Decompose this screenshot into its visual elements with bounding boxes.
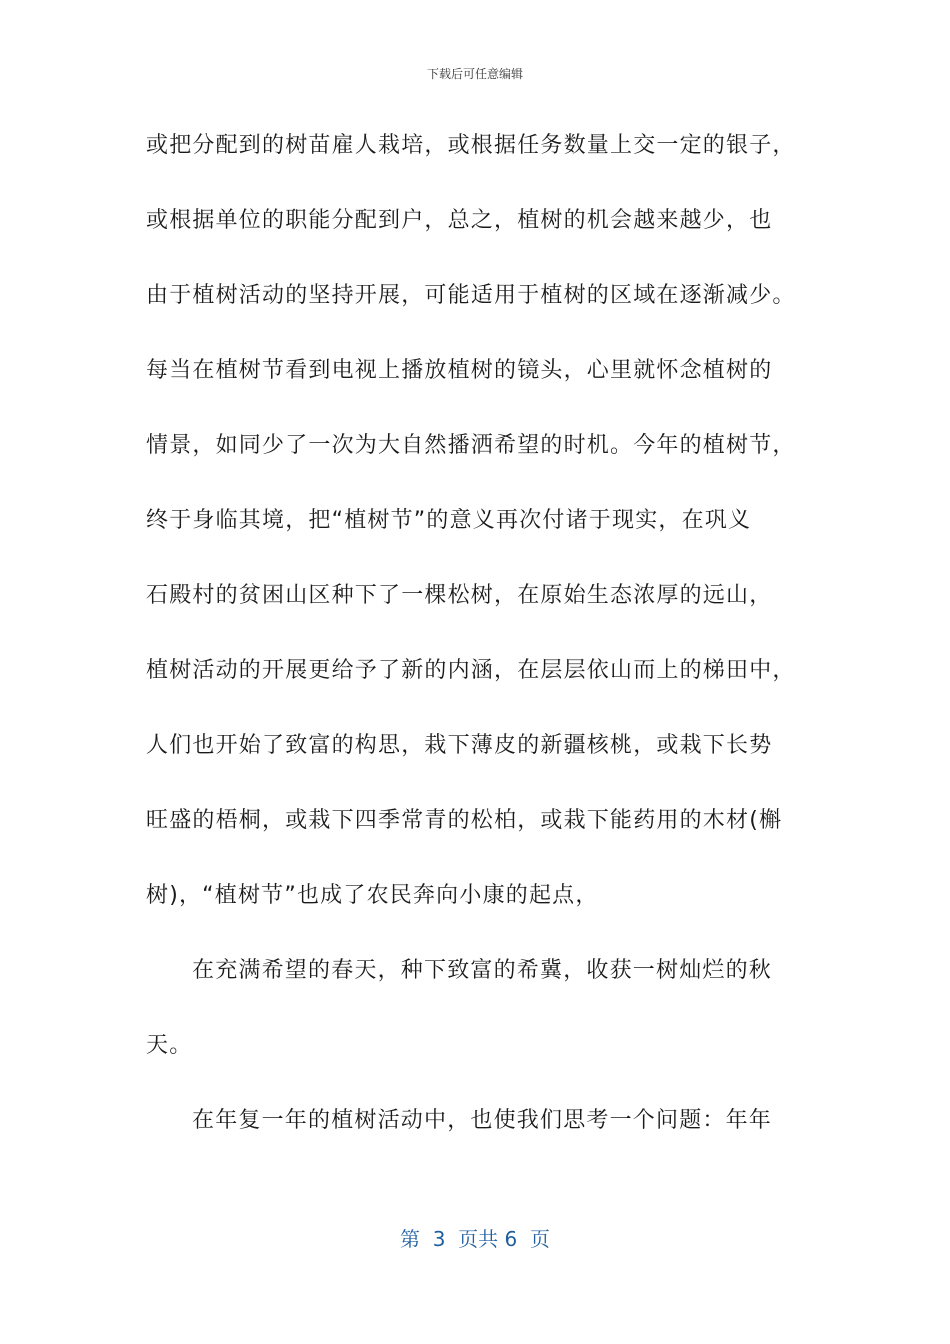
page-header-note: 下载后可任意编辑 [426, 67, 523, 81]
document-body [146, 128, 806, 1178]
body-line-8: 植树活动的开展更给予了新的内涵，在层层依山而上的梯田中， [146, 658, 796, 683]
body-line-9: 人们也开始了致富的构思，栽下薄皮的新疆核桃，或栽下长势 [146, 733, 773, 758]
body-line-6: 终于身临其境，把“植树节”的意义再次付诸于现实，在巩义 [146, 508, 752, 533]
body-line-11: 树)，“植树节”也成了农民奔向小康的起点， [146, 883, 599, 908]
body-line-4: 每当在植树节看到电视上播放植树的镜头，心里就怀念植树的 [146, 358, 773, 383]
body-line-12: 在充满希望的春天，种下致富的希冀，收获一树灿烂的秋 [192, 958, 773, 983]
body-line-3: 由于植树活动的坚持开展，可能适用于植树的区域在逐渐减少。 [146, 283, 796, 308]
body-line-2: 或根据单位的职能分配到户，总之，植树的机会越来越少，也 [146, 208, 773, 233]
page-number-footer: 第 3 页共 6 页 [400, 1227, 550, 1251]
body-line-13: 天。 [146, 1033, 193, 1058]
body-line-14: 在年复一年的植树活动中，也使我们思考一个问题：年年 [192, 1108, 773, 1133]
body-line-10: 旺盛的梧桐，或栽下四季常青的松柏，或栽下能药用的木材(槲 [146, 808, 783, 833]
body-line-7: 石殿村的贫困山区种下了一棵松树，在原始生态浓厚的远山， [146, 583, 773, 608]
body-line-5: 情景，如同少了一次为大自然播洒希望的时机。今年的植树节， [146, 433, 796, 458]
body-line-1: 或把分配到的树苗雇人栽培，或根据任务数量上交一定的银子， [146, 133, 796, 158]
